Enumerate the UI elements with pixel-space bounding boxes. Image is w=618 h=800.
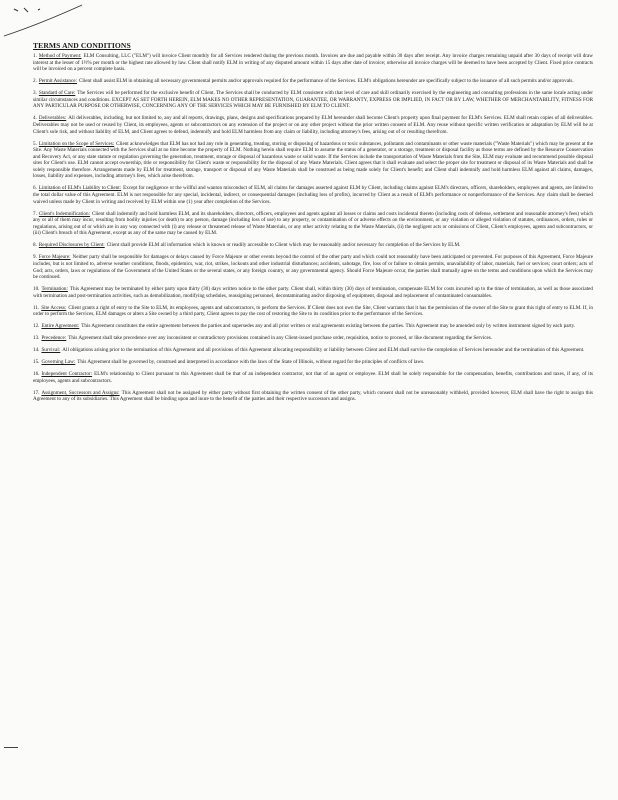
section-text: This Agreement may be terminated by either party upon thirty (30) days written notice to the other party. Client shall, within thirty (30) days of termination, compensate ELM for costs incurred up to the time of termination, as well as those associated with termination and post-termination activities, such as demobilization, modifying schedules, reassigning personnel, decontaminating and/or disposing of equipment, disposal and replacement of contaminated consumables. [33,286,593,299]
section-title: Force Majeure: [38,254,71,261]
section-title: Site Access: [41,304,67,311]
section-text: Client shall assist ELM in obtaining all necessary governmental permits and/or approvals required for the performance of the Services. ELM's obligations hereunder are specifically subject to the issuance of all such permits and/or approvals. [78,78,574,85]
section-number: 8. [33,242,37,249]
section-title: Precedence: [41,335,67,342]
section-title: Method of Payment: [38,53,82,59]
section-text: Client shall indemnify and hold harmless ELM, and its shareholders, directors, officers, employees and agents against all losses or claims and costs incidental thereto (including costs of defense, settlement and reasonable attorney's fees) which any or all of them may incur, resulting from bodily injuries (or death) to any person, damage (including loss of use) to any property, or contamination of or adverse effects on the environment, or any violation or alleged violation of statutes, ordinances, orders, rules or regulations, arising out of or which are in any way connected with (i) any release or threatened release of Waste Materials, or any other activity relating to the Waste Materials, (ii) the negligent acts or omissions of Client, Client's employees, agents and subcontractors, or (iii) Client's breach of this Agreement, except as any of the same may be caused by ELM. [33,210,593,237]
section-paragraph [33,115,593,135]
section-title: Entire Agreement: [41,323,80,330]
section-number: 3. [33,90,37,97]
section-paragraph [33,53,593,73]
section-text: This Agreement constitutes the entire agreement between the parties and supersedes any and all prior written or oral agreements existing between the parties. This Agreement may be amended only by written instrument signed by each party. [81,323,576,330]
section-paragraph [33,211,593,237]
section-number: 14. [33,347,40,354]
section-paragraph [33,254,593,280]
section-title: Assignment, Successors and Assigns: [41,389,120,396]
section-text: All deliverables, including, but not limited to, any and all reports, drawings, plans, designs and specifications prepared by ELM hereunder shall become Client's property upon final payment for ELM's Services. ELM shall retain copies of all deliverables. Deliverables may not be used or reused by Client, its employees, agents or subcontractors on any extension of the project or on any other project without the prior written consent of ELM. Any reuse without specific written verification or adaptation by ELM will be at Client's sole risk, and without liability of ELM, and Client agrees to defend, indemnify and hold ELM harmless from any claim or liability, including attorney's fees, arising out of or resulting therefrom. [33,115,593,135]
section-number: 5. [33,140,37,147]
section-paragraph [33,185,593,205]
section-text: All obligations arising prior to the termination of this Agreement and all provisions of this Agreement allocating responsibility or liability between Client and ELM shall survive the completion of Services hereunder and the termination of this Agreement. [62,347,585,354]
section-paragraph [33,390,593,403]
section-text: This Agreement shall take precedence over any inconsistent or contradictory provisions contained in any Client-issued purchase order, requisition, notice to proceed, or like document regarding the Services. [68,335,493,342]
section-title: Limitation on the Scope of Services: [38,140,115,147]
section-paragraph [33,78,593,85]
section-text: This Agreement shall be governed by, construed and interpreted in accordance with the laws of the State of Illinois, without regard for the principles of conflicts of laws. [77,359,425,366]
section-number: 11. [33,304,40,311]
terms-body [33,53,593,408]
section-number: 6. [33,185,37,192]
section-text: Client grants a right of entry to the Site to ELM, its employees, agents and subcontractors, to perform the Services. If Client does not own the Site, Client warrants that it has the permission of the owner of the Site to grant this right of entry to ELM. If, in order to perform the Services, ELM damages or alters a Site owned by a third party, Client agrees to pay the cost of restoring the Site to its condition prior to the performance of the Services. [33,304,593,318]
section-text: This Agreement shall not be assigned by either party without first obtaining the written consent of the other party, which consent shall not be unreasonably withheld, provided however, ELM shall have the right to assign this Agreement to any of its subsidiaries. This Agreement shall be binding upon and inure to the benefit of the parties and their respective successors and assigns. [33,389,594,403]
section-number: 9. [33,254,37,261]
section-title: Permit Assistance: [38,78,77,85]
section-number: 13. [33,335,40,342]
section-paragraph [33,359,593,366]
section-paragraph [33,347,593,354]
section-number: 16. [33,371,40,378]
section-number: 17. [33,389,40,396]
section-text: Client acknowledges that ELM has not had any role in generating, treating, storing or disposing of hazardous or toxic substances, pollutants and contaminants or other waste materials ("Waste Materials") which may be present at the Site. Any Waste Materials connected with the Services shall at no time become the property of ELM. Nothing herein shall require ELM to assume the status of a generator, or a storage, treatment or disposal facility as those terms are defined by the Resource Conservation and Recovery Act, or any state statute or regulation governing the generation, treatment, storage or disposal of hazardous waste or solid waste. If the Services include the transportation of Waste Materials from the Site, ELM may evaluate and recommend possible disposal sites for Client's use. ELM cannot accept ownership, title or responsibility for Client's waste or responsibility for the disposal of any Waste Materials. Client agrees that it shall evaluate and select the proper site for treatment or disposal of its Waste Materials and shall be solely responsible therefore. Arrangements made by ELM for treatment, storage, transport or disposal of any Waste Materials shall be construed as being made solely for Client's benefit; and Client shall indemnify and hold harmless ELM against all claims, damages, losses, liability and expenses, including attorney's fees, which arise therefrom. [33,140,593,180]
section-paragraph [33,286,593,299]
section-title: Deliverables: [38,115,67,122]
section-number: 4. [33,115,37,122]
section-title: Governing Law: [41,359,76,366]
section-title: Survival: [41,347,61,354]
section-text: Client shall provide ELM all information which is known or readily accessible to Client which may be reasonably and/or necessary for completion of the Services by ELM. [106,242,461,249]
section-number: 12. [33,323,40,330]
section-paragraph [33,323,593,330]
scan-corner-mark [0,0,120,45]
margin-mark [4,747,18,748]
section-number: 7. [33,210,37,217]
section-text: Neither party shall be responsible for damages or delays caused by Force Majeure or other events beyond the control of the other party and which could not reasonably have been anticipated or prevented. For purposes of this Agreement, Force Majeure includes, but is not limited to, adverse weather conditions, floods, epidemics, war, riot, strikes, lockouts and other industrial disturbances; accidents, sabotage, fire, loss of or failure to obtain permits, unavailability of labor, materials, fuel or services; court orders; acts of God; acts, orders, laws or regulations of the Government of the United States or the several states, or any foreign country, or any governmental agency. Should Force Majeure occur, the parties shall mutually agree on the terms and conditions upon which the Services may be continued. [33,254,593,281]
section-paragraph [33,335,593,342]
section-title: Independent Contractor: [41,371,93,378]
section-paragraph [33,141,593,181]
section-title: Required Disclosures by Client: [38,242,105,249]
section-title: Limitation of ELM's Liability to Client: [38,185,122,192]
section-text: Except for negligence or the willful and wanton misconduct of ELM, all claims for damages asserted against ELM by Client, including claims against ELM's directors, officers, shareholders, employees and agents, are limited to the total dollar value of this Agreement. ELM is not responsible for any special, incidental, indirect, or consequential damages (including loss of profits), incurred by Client as a result of ELM's performance or nonperformance of the Services. Any claim shall be deemed waived unless made by Client in writing and received by ELM within one (1) year after completion of the Services. [33,185,593,205]
section-number: 15. [33,359,40,366]
section-number: 2. [33,78,37,85]
section-number: 1. [33,53,37,59]
section-number: 10. [33,286,40,293]
section-text: ELM's relationship to Client pursuant to this Agreement shall be that of an independent contractor, not that of an agent or employee. ELM shall be solely responsible for the compensation, benefits, contributions and taxes, if any, of its employees, agents and subcontractors. [33,371,593,384]
section-title: Termination: [41,286,68,293]
section-title: Client's Indemnification: [38,210,90,217]
section-paragraph [33,371,593,384]
section-paragraph [33,90,593,110]
section-paragraph [33,305,593,318]
document-heading: TERMS AND CONDITIONS [33,41,131,50]
section-text: ELM Consulting, LLC ("ELM") will invoice Client monthly for all Services rendered during the previous month. Invoices are due and payable within 30 days after receipt. Any invoice charges remaining unpaid after 30 days of receipt will draw interest at the lesser of 1½% per month or the highest rate allowed by law. Client shall notify ELM in writing of any disputed amount within 15 days after date of invoice; otherwise all invoice charges will be deemed to have been accepted by Client. Fixed price contracts will be invoiced on a percent complete basis. [33,53,593,73]
section-text: The Services will be performed for the exclusive benefit of Client. The Services shall be conducted by ELM consistent with that level of care and skill ordinarily exercised by the engineering and consulting professions in the same locale acting under similar circumstances and conditions. EXCEPT AS SET FORTH HEREIN, ELM MAKES NO OTHER REPRESENTATION, GUARANTEE, OR WARRANTY, EXPRESS OR IMPLIED, IN FACT OR BY LAW, WHETHER OF MERCHANTABILITY, FITNESS FOR ANY PARTICULAR PURPOSE OR OTHERWISE, CONCERNING ANY OF THE SERVICES WHICH MAY BE FURNISHED BY ELM TO CLIENT. [33,90,593,110]
section-title: Standard of Care: [38,90,76,97]
section-paragraph [33,242,593,249]
